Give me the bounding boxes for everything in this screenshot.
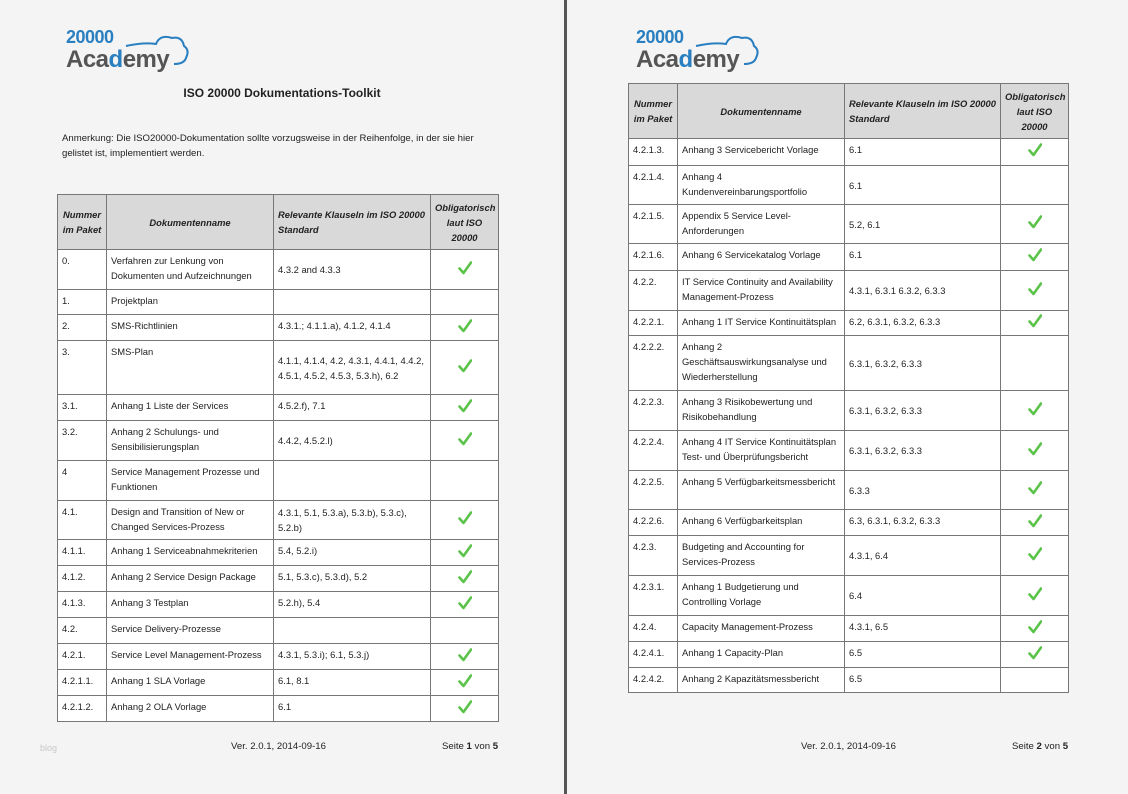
check-icon [1028,547,1042,561]
table-row [629,244,1069,271]
cell-clauses: 6.3.1, 6.3.2, 6.3.3 [845,336,1001,391]
cell-mandatory [1001,205,1069,244]
cell-clauses: 6.3.3 [845,471,1001,510]
table-row [629,139,1069,166]
cell-nr: 3.2. [58,421,107,461]
check-icon [458,432,472,446]
cell-clauses: 4.3.1, 5.3.i); 6.1, 5.3.j) [274,644,431,670]
table-row [629,166,1069,205]
cell-clauses: 6.3.1, 6.3.2, 6.3.3 [845,391,1001,431]
check-icon [1028,587,1042,601]
header-name: Dokumentenname [107,195,274,250]
cell-nr: 4.2.3.1. [629,576,678,616]
check-icon [458,596,472,610]
cell-mandatory [1001,166,1069,205]
cell-mandatory [431,421,499,461]
cell-clauses [274,618,431,644]
logo-20000-academy [66,28,196,74]
cell-clauses: 6.3.1, 6.3.2, 6.3.3 [845,431,1001,471]
cell-nr: 2. [58,315,107,341]
cell-name: IT Service Continuity and Availability Management-Prozess [678,271,845,311]
cell-name: Capacity Management-Prozess [678,616,845,642]
table-row [58,461,499,501]
header-mandatory: Obligatorisch laut ISO 20000 [431,195,499,250]
cell-nr: 0. [58,250,107,290]
check-icon [458,319,472,333]
cell-mandatory [1001,244,1069,271]
header-clauses: Relevante Klauseln im ISO 20000 Standard [274,195,431,250]
check-icon [458,359,472,373]
cell-name: Anhang 1 Serviceabnahmekriterien [107,540,274,566]
cell-mandatory [431,644,499,670]
footer-version: Ver. 2.0.1, 2014-09-16 [231,741,326,752]
logo-word: Academy [66,46,170,73]
footer-page-number: Seite 1 von 5 [442,741,499,752]
cell-name: Anhang 1 SLA Vorlage [107,670,274,696]
check-icon [1028,402,1042,416]
table-row [58,618,499,644]
header-clauses: Relevante Klauseln im ISO 20000 Standard [845,84,1001,139]
cell-name: Anhang 6 Verfügbarkeitsplan [678,510,845,536]
cell-mandatory [1001,391,1069,431]
table-row [629,642,1069,668]
cell-nr: 4.2.4. [629,616,678,642]
cell-nr: 3. [58,341,107,395]
check-icon [458,674,472,688]
table-header-row [629,84,1069,139]
cell-clauses: 5.1, 5.3.c), 5.3.d), 5.2 [274,566,431,592]
table-row [58,290,499,315]
cell-clauses: 4.3.1, 6.3.1 6.3.2, 6.3.3 [845,271,1001,311]
cell-nr: 4.2.2. [629,271,678,311]
cell-clauses: 4.3.1.; 4.1.1.a), 4.1.2, 4.1.4 [274,315,431,341]
cell-name: Design and Transition of New or Changed Services-Prozess [107,501,274,540]
cell-nr: 1. [58,290,107,315]
cell-nr: 4 [58,461,107,501]
cell-mandatory [1001,536,1069,576]
check-icon [458,511,472,525]
logo-word: Academy [636,46,740,73]
check-icon [458,261,472,275]
cell-mandatory [431,696,499,722]
cell-mandatory [1001,471,1069,510]
check-icon [458,544,472,558]
cell-nr: 4.2.1.6. [629,244,678,271]
cell-name: Anhang 4 IT Service Kontinuitätsplan Test- und Überprüfungsbericht [678,431,845,471]
logo-20000-academy [636,28,766,74]
cell-nr: 4.2.1.1. [58,670,107,696]
check-icon [458,399,472,413]
note-text: Anmerkung: Die ISO20000-Dokumentation sollte vorzugsweise in der Reihenfolge, in der sie hier gelistet ist, implementiert werden. [62,133,474,159]
cell-clauses: 5.2, 6.1 [845,205,1001,244]
cell-nr: 4.2.1.3. [629,139,678,166]
table-row [629,311,1069,336]
cell-nr: 4.2.2.1. [629,311,678,336]
table-row [58,315,499,341]
check-icon [1028,481,1042,495]
cell-mandatory [431,540,499,566]
cell-nr: 4.2.2.6. [629,510,678,536]
footer-page-number: Seite 2 von 5 [1012,741,1069,752]
cell-clauses: 6.1 [274,696,431,722]
cell-mandatory [431,290,499,315]
cell-clauses: 6.1, 8.1 [274,670,431,696]
check-icon [1028,143,1042,157]
table-row [58,341,499,395]
cell-nr: 4.2.4.2. [629,668,678,693]
cell-name: Anhang 2 Kapazitätsmessbericht [678,668,845,693]
cell-name: Anhang 4 Kundenvereinbarungsportfolio [678,166,845,205]
cell-name: Anhang 3 Servicebericht Vorlage [678,139,845,166]
cell-name: SMS-Plan [107,341,274,395]
cell-nr: 4.2.2.3. [629,391,678,431]
cell-name: Anhang 1 IT Service Kontinuitätsplan [678,311,845,336]
cell-clauses: 6.3, 6.3.1, 6.3.2, 6.3.3 [845,510,1001,536]
header-mandatory: Obligatorisch laut ISO 20000 [1001,84,1069,139]
cell-clauses: 5.2.h), 5.4 [274,592,431,618]
cell-mandatory [431,315,499,341]
documents-table-page-1 [57,194,499,722]
cell-mandatory [1001,642,1069,668]
cell-name: Anhang 3 Testplan [107,592,274,618]
cell-mandatory [1001,271,1069,311]
cell-name: Anhang 3 Risikobewertung und Risikobehandlung [678,391,845,431]
cell-nr: 4.2.2.5. [629,471,678,510]
cell-clauses: 6.5 [845,642,1001,668]
cell-clauses: 4.1.1, 4.1.4, 4.2, 4.3.1, 4.4.1, 4.4.2, 4.5.1, 4.5.2, 4.5.3, 5.3.h), 6.2 [274,341,431,395]
document-title: ISO 20000 Dokumentations-Toolkit [183,86,381,100]
cell-name: SMS-Richtlinien [107,315,274,341]
cell-mandatory [431,250,499,290]
cell-mandatory [431,501,499,540]
table-row [629,576,1069,616]
cell-name: Anhang 2 OLA Vorlage [107,696,274,722]
cell-clauses: 4.4.2, 4.5.2.l) [274,421,431,461]
check-icon [1028,514,1042,528]
cell-mandatory [1001,336,1069,391]
check-icon [1028,282,1042,296]
cell-mandatory [1001,668,1069,693]
header-name: Dokumentenname [678,84,845,139]
cell-name: Budgeting and Accounting for Services-Prozess [678,536,845,576]
cell-nr: 4.2. [58,618,107,644]
cell-clauses: 4.3.1, 5.1, 5.3.a), 5.3.b), 5.3.c), 5.2.b) [274,501,431,540]
cell-nr: 4.2.3. [629,536,678,576]
document-page-2 [567,0,1128,794]
cell-clauses: 4.3.1, 6.4 [845,536,1001,576]
cell-mandatory [431,592,499,618]
cell-clauses: 4.5.2.f), 7.1 [274,395,431,421]
cell-nr: 4.2.2.4. [629,431,678,471]
cell-nr: 4.2.4.1. [629,642,678,668]
cell-clauses: 5.4, 5.2.i) [274,540,431,566]
table-row [629,536,1069,576]
table-row [629,616,1069,642]
table-row [58,421,499,461]
table-row [629,510,1069,536]
cell-clauses [274,461,431,501]
cell-clauses: 6.4 [845,576,1001,616]
check-icon [458,700,472,714]
cell-name: Anhang 1 Liste der Services [107,395,274,421]
cell-nr: 4.1.3. [58,592,107,618]
check-icon [1028,248,1042,262]
cell-name: Anhang 1 Budgetierung und Controlling Vorlage [678,576,845,616]
table-row [58,644,499,670]
check-icon [1028,620,1042,634]
cell-mandatory [1001,576,1069,616]
cell-clauses: 4.3.2 and 4.3.3 [274,250,431,290]
table-row [58,501,499,540]
check-icon [458,570,472,584]
cell-clauses: 6.1 [845,166,1001,205]
table-row [58,592,499,618]
table-row [58,540,499,566]
table-row [58,566,499,592]
cell-mandatory [1001,510,1069,536]
header-nr: Nummer im Paket [629,84,678,139]
cell-mandatory [431,341,499,395]
cell-name: Anhang 1 Capacity-Plan [678,642,845,668]
cell-mandatory [431,618,499,644]
header-nr: Nummer im Paket [58,195,107,250]
cell-nr: 3.1. [58,395,107,421]
table-row [58,395,499,421]
cell-name: Anhang 2 Schulungs- und Sensibilisierungsplan [107,421,274,461]
table-row [629,431,1069,471]
logo-number: 20000 [66,27,114,47]
documents-table-page-2 [628,83,1069,693]
cell-name: Verfahren zur Lenkung von Dokumenten und Aufzeichnungen [107,250,274,290]
cell-name: Service Management Prozesse und Funktionen [107,461,274,501]
cell-nr: 4.2.1.5. [629,205,678,244]
table-row [58,250,499,290]
table-row [629,391,1069,431]
cell-name: Service Level Management-Prozess [107,644,274,670]
cell-mandatory [1001,311,1069,336]
cell-nr: 4.2.1.4. [629,166,678,205]
cell-nr: 4.2.1. [58,644,107,670]
table-row [629,668,1069,693]
cell-mandatory [431,395,499,421]
cell-nr: 4.1. [58,501,107,540]
cell-mandatory [431,566,499,592]
check-icon [1028,442,1042,456]
cell-name: Anhang 2 Geschäftsauswirkungsanalyse und Wiederherstellung [678,336,845,391]
cell-name: Appendix 5 Service Level-Anforderungen [678,205,845,244]
table-row [629,471,1069,510]
check-icon [458,648,472,662]
cell-nr: 4.1.2. [58,566,107,592]
cell-name: Anhang 6 Servicekatalog Vorlage [678,244,845,271]
cell-clauses: 4.3.1, 6.5 [845,616,1001,642]
cell-name: Anhang 5 Verfügbarkeitsmessbericht [678,471,845,510]
cell-mandatory [1001,139,1069,166]
cell-name: Anhang 2 Service Design Package [107,566,274,592]
table-row [629,271,1069,311]
cell-clauses: 6.5 [845,668,1001,693]
cell-nr: 4.2.2.2. [629,336,678,391]
cell-name: Service Delivery-Prozesse [107,618,274,644]
cell-clauses [274,290,431,315]
cell-clauses: 6.1 [845,139,1001,166]
watermark: blog [40,743,58,753]
cell-nr: 4.1.1. [58,540,107,566]
footer-version: Ver. 2.0.1, 2014-09-16 [801,741,896,752]
cell-mandatory [1001,431,1069,471]
cell-name: Projektplan [107,290,274,315]
check-icon [1028,646,1042,660]
cell-clauses: 6.1 [845,244,1001,271]
table-header-row [58,195,499,250]
cell-mandatory [431,461,499,501]
logo-number: 20000 [636,27,684,47]
cell-clauses: 6.2, 6.3.1, 6.3.2, 6.3.3 [845,311,1001,336]
table-row [629,205,1069,244]
table-row [58,670,499,696]
check-icon [1028,314,1042,328]
cell-mandatory [1001,616,1069,642]
cell-mandatory [431,670,499,696]
table-row [629,336,1069,391]
check-icon [1028,215,1042,229]
table-row [58,696,499,722]
cell-nr: 4.2.1.2. [58,696,107,722]
